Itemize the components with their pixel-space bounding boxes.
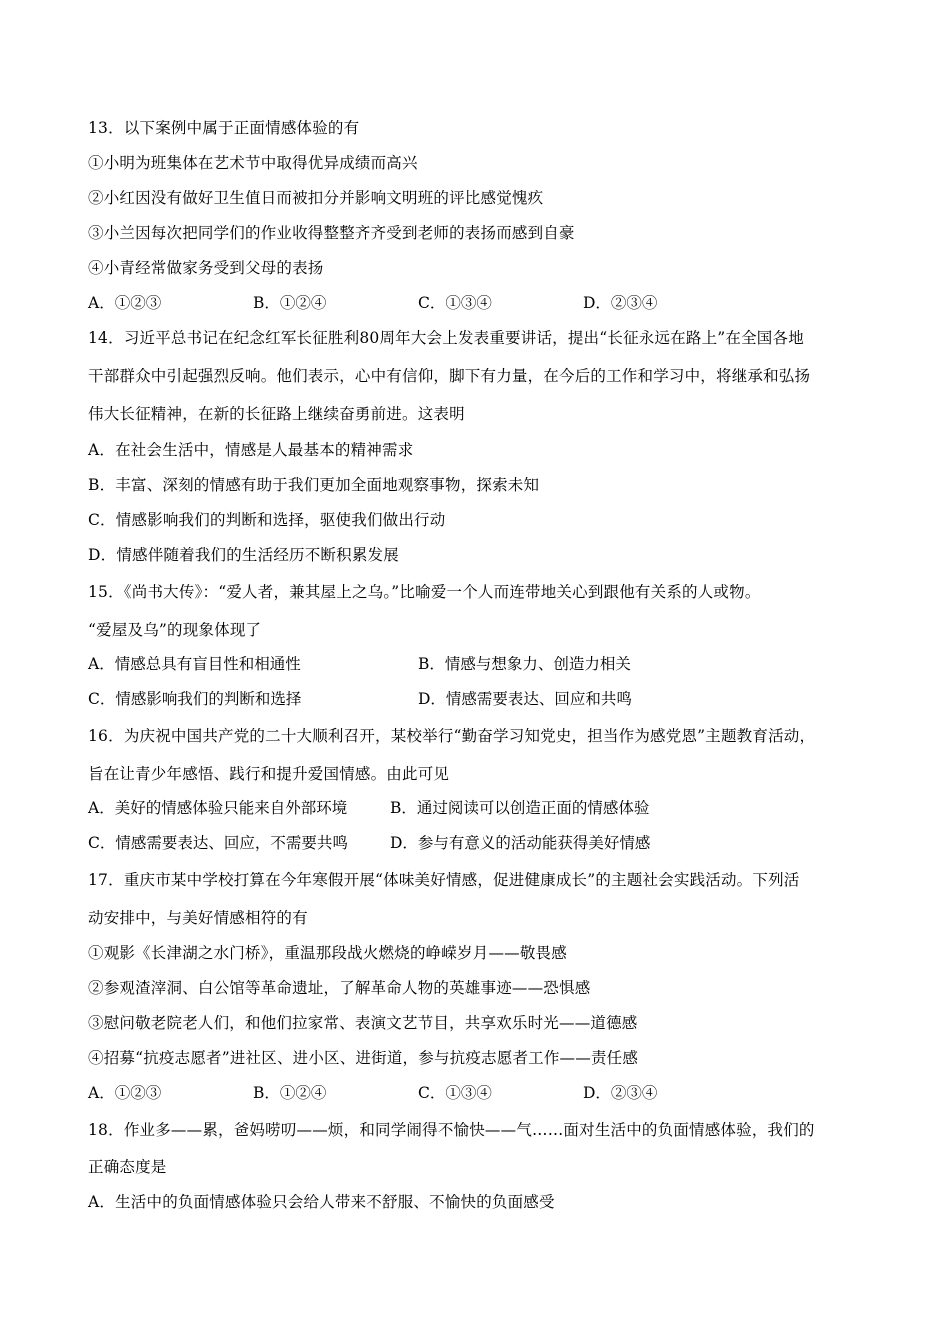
q14-option-a: A．在社会生活中，情感是人最基本的精神需求 bbox=[88, 441, 414, 459]
q13-item-1: ①小明为班集体在艺术节中取得优异成绩而高兴 bbox=[88, 154, 418, 172]
q16-option-d: D．参与有意义的活动能获得美好情感 bbox=[390, 834, 651, 852]
q17-option-a: A．①②③ bbox=[88, 1084, 162, 1102]
q14-option-d: D．情感伴随着我们的生活经历不断积累发展 bbox=[88, 546, 399, 564]
q13-option-b: B．①②④ bbox=[253, 294, 327, 312]
q14-stem-2: 干部群众中引起强烈反响。他们表示，心中有信仰，脚下有力量，在今后的工作和学习中，将继承和弘扬 bbox=[88, 367, 811, 385]
q17-stem-2: 动安排中，与美好情感相符的有 bbox=[88, 909, 308, 927]
q13-item-4: ④小青经常做家务受到父母的表扬 bbox=[88, 259, 324, 277]
q15-option-d: D．情感需要表达、回应和共鸣 bbox=[418, 690, 632, 708]
q15-stem-1: 15．《尚书大传》：“爱人者，兼其屋上之乌。”比喻爱一个人而连带地关心到跟他有关系的人或物。 bbox=[88, 583, 761, 601]
q15-stem-2: “爱屋及乌”的现象体现了 bbox=[88, 621, 262, 639]
q13-item-3: ③小兰因每次把同学们的作业收得整整齐齐受到老师的表扬而感到自豪 bbox=[88, 224, 575, 242]
q13-option-a: A．①②③ bbox=[88, 294, 162, 312]
q15-option-a: A．情感总具有盲目性和相通性 bbox=[88, 655, 301, 673]
q13-option-d: D．②③④ bbox=[583, 294, 658, 312]
q14-option-c: C．情感影响我们的判断和选择，驱使我们做出行动 bbox=[88, 511, 446, 529]
q13-stem: 13．以下案例中属于正面情感体验的有 bbox=[88, 119, 360, 137]
q14-option-b: B．丰富、深刻的情感有助于我们更加全面地观察事物，探索未知 bbox=[88, 476, 540, 494]
q13-option-c: C．①③④ bbox=[418, 294, 492, 312]
q18-option-a: A．生活中的负面情感体验只会给人带来不舒服、不愉快的负面感受 bbox=[88, 1193, 555, 1211]
q15-option-b: B．情感与想象力、创造力相关 bbox=[418, 655, 631, 673]
q16-stem-2: 旨在让青少年感悟、践行和提升爱国情感。由此可见 bbox=[88, 765, 450, 783]
q16-option-c: C．情感需要表达、回应，不需要共鸣 bbox=[88, 834, 348, 852]
q16-option-b: B．通过阅读可以创造正面的情感体验 bbox=[390, 799, 650, 817]
q17-item-1: ①观影《长津湖之水门桥》，重温那段战火燃烧的峥嵘岁月——敬畏感 bbox=[88, 944, 567, 962]
q13-item-2: ②小红因没有做好卫生值日而被扣分并影响文明班的评比感觉愧疚 bbox=[88, 189, 544, 207]
q17-option-b: B．①②④ bbox=[253, 1084, 327, 1102]
q17-stem-1: 17．重庆市某中学校打算在今年寒假开展“体味美好情感，促进健康成长”的主题社会实践活动。下列活 bbox=[88, 871, 800, 889]
q18-stem-2: 正确态度是 bbox=[88, 1158, 167, 1176]
q17-option-c: C．①③④ bbox=[418, 1084, 492, 1102]
q16-option-a: A．美好的情感体验只能来自外部环境 bbox=[88, 799, 348, 817]
q17-item-4: ④招募“抗疫志愿者”进社区、进小区、进街道，参与抗疫志愿者工作——责任感 bbox=[88, 1049, 639, 1067]
q18-stem-1: 18．作业多——累，爸妈唠叨——烦，和同学闹得不愉快——气……面对生活中的负面情感体验，我们的 bbox=[88, 1121, 815, 1139]
q16-stem-1: 16．为庆祝中国共产党的二十大顺利召开，某校举行“勤奋学习知党史，担当作为感党恩”主题教育活动， bbox=[88, 727, 816, 745]
q17-item-3: ③慰问敬老院老人们，和他们拉家常、表演文艺节目，共享欢乐时光——道德感 bbox=[88, 1014, 638, 1032]
q14-stem-1: 14．习近平总书记在纪念红军长征胜利80周年大会上发表重要讲话，提出“长征永远在路上”在全国各地 bbox=[88, 329, 804, 347]
q15-option-c: C．情感影响我们的判断和选择 bbox=[88, 690, 302, 708]
q17-item-2: ②参观渣滓洞、白公馆等革命遗址，了解革命人物的英雄事迹——恐惧感 bbox=[88, 979, 591, 997]
q14-stem-3: 伟大长征精神，在新的长征路上继续奋勇前进。这表明 bbox=[88, 405, 465, 423]
q17-option-d: D．②③④ bbox=[583, 1084, 658, 1102]
